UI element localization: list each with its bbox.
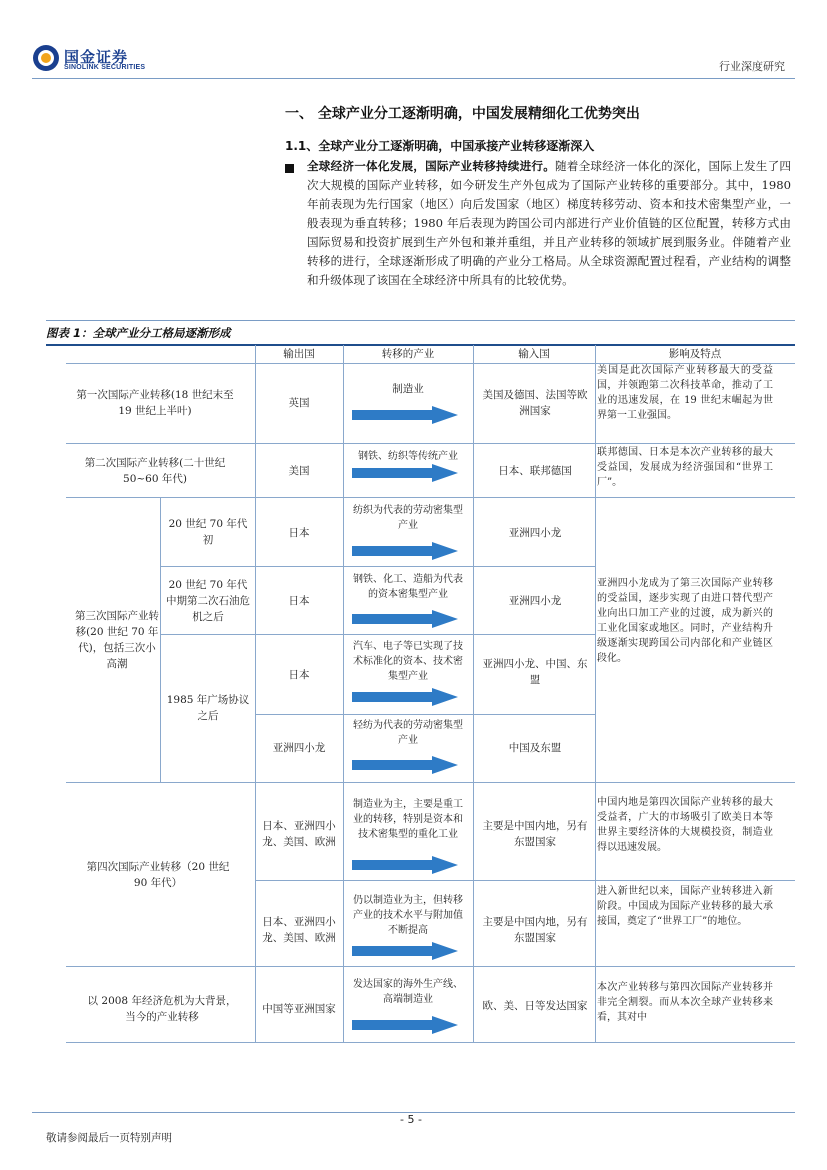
exporter-cell: 日本 — [288, 595, 310, 607]
impact-cell: 进入新世纪以来，国际产业转移进入新阶段。中国成为国际产业转移的最大承接国，奠定了“世界工厂”的地位。 — [597, 886, 773, 927]
col-header-impact: 影响及特点 — [668, 348, 722, 360]
exporter-cell: 日本 — [288, 669, 310, 681]
impact-cell: 美国是此次国际产业转移最大的受益国，并领跑第二次科技革命，推动了工业的迅速发展，在 19 世纪末崛起为世界第一工业强国。 — [597, 365, 773, 421]
transfer-arrow-icon — [352, 942, 458, 960]
logo-chinese-name: 国金证券 — [64, 48, 129, 66]
table-rule — [66, 782, 795, 783]
importer-cell: 亚洲四小龙 — [508, 527, 562, 539]
industry-cell: 发达国家的海外生产线、高端制造业 — [353, 979, 463, 1005]
transfer-arrow-icon — [352, 756, 458, 774]
exporter-cell: 美国 — [288, 465, 310, 477]
table-rule — [255, 714, 595, 715]
table-rule — [160, 497, 161, 782]
importer-cell: 欧、美、日等发达国家 — [482, 1000, 588, 1012]
period-cell: 以 2008 年经济危机为大背景，当今的产业转移 — [87, 995, 237, 1023]
col-header-industry: 转移的产业 — [381, 348, 435, 360]
impact-cell: 联邦德国、日本是本次产业转移的最大受益国，发展成为经济强国和“世界工厂”。 — [597, 447, 773, 488]
importer-cell: 美国及德国、法国等欧洲国家 — [482, 389, 588, 417]
disclaimer-note: 敬请参阅最后一页特别声明 — [46, 1132, 172, 1144]
exporter-cell: 亚洲四小龙 — [272, 742, 326, 754]
table-rule — [160, 634, 595, 635]
importer-cell: 日本、联邦德国 — [498, 465, 572, 477]
transfer-arrow-icon — [352, 688, 458, 706]
paragraph-lead: 全球经济一体化发展，国际产业转移持续进行。 — [307, 159, 555, 173]
exporter-cell: 中国等亚洲国家 — [262, 1003, 336, 1015]
industry-cell: 纺织为代表的劳动密集型产业 — [353, 505, 463, 531]
period-cell: 第三次国际产业转移(20 世纪 70 年代)，包括三次小高潮 — [75, 610, 159, 670]
section-heading: 一、 全球产业分工逐渐明确，中国发展精细化工优势突出 — [285, 106, 640, 122]
table-rule — [255, 880, 795, 881]
table-rule — [66, 443, 795, 444]
table-rule — [473, 345, 474, 1042]
industry-cell: 制造业为主，主要是重工业的转移，特别是资本和技术密集型的重化工业 — [353, 798, 463, 840]
table-rule — [66, 497, 795, 498]
exporter-cell: 日本、亚洲四小龙、美国、欧洲 — [262, 916, 336, 944]
exporter-cell: 日本 — [288, 527, 310, 539]
report-type-label: 行业深度研究 — [719, 60, 785, 73]
table-rule — [160, 566, 595, 567]
industry-cell: 汽车、电子等已实现了技术标准化的资本、技术密集型产业 — [353, 640, 463, 682]
table-rule — [595, 345, 596, 1042]
table-rule — [255, 345, 256, 1042]
subperiod-cell: 20 世纪 70 年代中期第二次石油危机之后 — [166, 579, 250, 623]
figure-title: 图表 1：全球产业分工格局逐渐形成 — [46, 326, 231, 340]
exporter-cell: 日本、亚洲四小龙、美国、欧洲 — [262, 820, 336, 848]
subsection-heading: 1.1、全球产业分工逐渐明确，中国承接产业转移逐渐深入 — [285, 139, 595, 153]
col-header-exporter: 输出国 — [283, 348, 315, 360]
industry-cell: 制造业 — [392, 383, 424, 395]
transfer-arrow-icon — [352, 610, 458, 628]
impact-cell: 本次产业转移与第四次国际产业转移并非完全割裂。而从本次全球产业转移来看，其对中 — [597, 982, 773, 1023]
table-rule — [66, 966, 795, 967]
exporter-cell: 英国 — [288, 397, 310, 409]
period-cell: 第二次国际产业转移(二十世纪 50~60 年代) — [84, 457, 226, 485]
industry-cell: 钢铁、纺织等传统产业 — [358, 450, 458, 462]
impact-cell: 亚洲四小龙成为了第三次国际产业转移的受益国，逐步实现了由进口替代型产业向出口加工产业的过渡，成为新兴的工业化国家或地区。同时，产业结构升级逐渐实现跨国公司内部化和产业链区段化。 — [597, 578, 773, 664]
subperiod-cell: 20 世纪 70 年代初 — [168, 518, 248, 546]
importer-cell: 中国及东盟 — [508, 742, 562, 754]
importer-cell: 亚洲四小龙、中国、东盟 — [482, 658, 588, 686]
importer-cell: 主要是中国内地，另有东盟国家 — [482, 916, 588, 944]
industry-cell: 钢铁、化工、造船为代表的资本密集型产业 — [353, 574, 463, 600]
impact-cell: 中国内地是第四次国际产业转移的最大受益者，广大的市场吸引了欧美日本等世界主要经济体的大规模投资，制造业得以迅速发展。 — [597, 797, 773, 853]
col-header-importer: 输入国 — [518, 348, 550, 360]
table-rule — [343, 345, 344, 1042]
transfer-arrow-icon — [352, 406, 458, 424]
transfer-arrow-icon — [352, 464, 458, 482]
paragraph-body: 随着全球经济一体化的深化，国际上发生了四次大规模的国际产业转移，如今研发生产外包成为了国际产业转移的重要部分。其中，1980 年前表现为先行国家（地区）向后发国家（地区）梯度转移劳动、资本和技术密集型产业，一般表现为垂直转移；1980 年后表现为跨国公司内部进行产业价值链的区位配置，转移方式由国际贸易和投资扩展到生产外包和兼并重组，并且产业转移的领域扩展到服务业。伴随着产业转移的进行，全球逐渐形成了明确的产业分工格局。从全球资源配置过程看，产业结构的调整和升级体现了该国在全球经济中所具有的比较优势。 — [307, 159, 791, 287]
logo-english-name: SINOLINK SECURITIES — [64, 64, 146, 71]
transfer-arrow-icon — [352, 542, 458, 560]
importer-cell: 亚洲四小龙 — [508, 595, 562, 607]
subperiod-cell: 1985 年广场协议之后 — [166, 694, 250, 722]
transfer-arrow-icon — [352, 1016, 458, 1034]
transfer-arrow-icon — [352, 856, 458, 874]
table-rule — [66, 363, 795, 364]
industry-cell: 仍以制造业为主，但转移产业的技术水平与附加值不断提高 — [353, 894, 463, 936]
period-cell: 第一次国际产业转移(18 世纪末至 19 世纪上半叶) — [76, 389, 234, 417]
table-rule — [66, 1042, 795, 1043]
industry-cell: 轻纺为代表的劳动密集型产业 — [353, 720, 463, 746]
page-number: - 5 - — [400, 1113, 422, 1126]
importer-cell: 主要是中国内地，另有东盟国家 — [482, 820, 588, 848]
period-cell: 第四次国际产业转移（20 世纪 90 年代） — [86, 861, 230, 889]
